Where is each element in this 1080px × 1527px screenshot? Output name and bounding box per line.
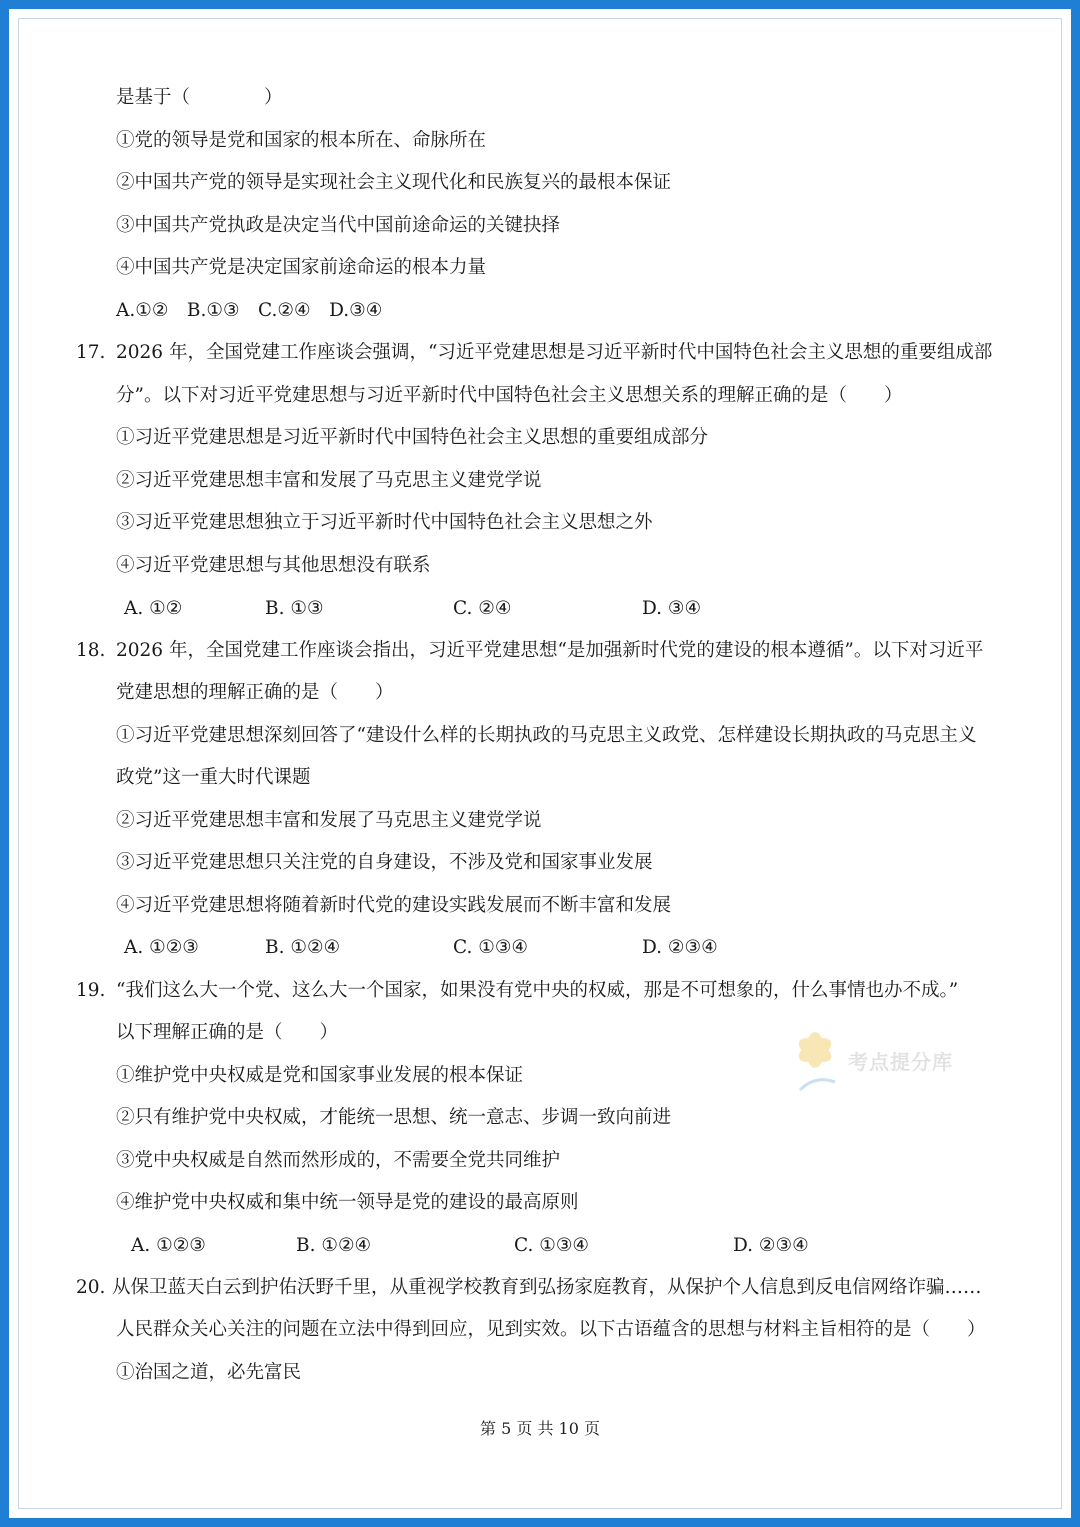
q18-option-b: B. ①②④ [265, 937, 341, 958]
page-footer: 第 5 页 共 10 页 [480, 1419, 600, 1438]
q18-item-4: ④习近平党建思想将随着新时代党的建设实践发展而不断丰富和发展 [116, 895, 672, 916]
q19-number: 19. [76, 980, 106, 1001]
q16-stem-tail: 是基于（ ） [116, 87, 283, 108]
q20-stem-line-1: 从保卫蓝天白云到护佑沃野千里，从重视学校教育到弘扬家庭教育，从保护个人信息到反电信网络诈骗…… [112, 1277, 982, 1298]
q17-item-4: ④习近平党建思想与其他思想没有联系 [116, 555, 431, 576]
q19-item-4: ④维护党中央权威和集中统一领导是党的建设的最高原则 [116, 1192, 579, 1213]
q17-option-c: C. ②④ [453, 598, 512, 619]
q18-stem-line-2: 党建思想的理解正确的是（ ） [116, 682, 394, 703]
q17-option-a: A. ①② [124, 598, 183, 619]
q19-item-3: ③党中央权威是自然而然形成的，不需要全党共同维护 [116, 1150, 561, 1171]
q18-item-1-cont: 政党”这一重大时代课题 [116, 767, 311, 788]
q19-option-b: B. ①②④ [296, 1235, 372, 1256]
q19-stem-line-1: “我们这么大一个党、这么大一个国家，如果没有党中央的权威，那是不可想象的，什么事情也办不成。” [116, 980, 959, 1001]
q20-stem-line-2: 人民群众关心关注的问题在立法中得到回应，见到实效。以下古语蕴含的思想与材料主旨相符的是（ ） [116, 1319, 986, 1340]
watermark-text: 考点提分库 [848, 1050, 953, 1074]
q18-option-a: A. ①②③ [124, 937, 199, 958]
q19-item-1: ①维护党中央权威是党和国家事业发展的根本保证 [116, 1065, 524, 1086]
q19-item-2: ②只有维护党中央权威，才能统一思想、统一意志、步调一致向前进 [116, 1107, 672, 1128]
q18-number: 18. [76, 640, 106, 661]
q18-item-1: ①习近平党建思想深刻回答了“建设什么样的长期执政的马克思主义政党、怎样建设长期执政的马克思主义 [116, 725, 977, 746]
q18-item-3: ③习近平党建思想只关注党的自身建设，不涉及党和国家事业发展 [116, 852, 653, 873]
q17-stem-line-2: 分”。以下对习近平党建思想与习近平新时代中国特色社会主义思想关系的理解正确的是（ ） [116, 385, 903, 406]
q20-number: 20. [76, 1277, 106, 1298]
q20-item-1: ①治国之道，必先富民 [116, 1362, 302, 1383]
q16-item-2: ②中国共产党的领导是实现社会主义现代化和民族复兴的最根本保证 [116, 172, 672, 193]
q17-number: 17. [76, 342, 106, 363]
flower-icon [780, 1020, 850, 1100]
watermark-logo [780, 1020, 990, 1100]
q17-item-1: ①习近平党建思想是习近平新时代中国特色社会主义思想的重要组成部分 [116, 427, 709, 448]
q19-option-d: D. ②③④ [733, 1235, 809, 1256]
q18-stem-line-1: 2026 年，全国党建工作座谈会指出，习近平党建思想“是加强新时代党的建设的根本遵循”。以下对习近平 [116, 640, 984, 661]
q16-item-3: ③中国共产党执政是决定当代中国前途命运的关键抉择 [116, 215, 561, 236]
q19-option-a: A. ①②③ [131, 1235, 206, 1256]
q18-option-c: C. ①③④ [453, 937, 529, 958]
q17-stem-line-1: 2026 年，全国党建工作座谈会强调，“习近平党建思想是习近平新时代中国特色社会主义思想的重要组成部 [116, 342, 993, 363]
q17-option-d: D. ③④ [642, 598, 702, 619]
q19-option-c: C. ①③④ [514, 1235, 590, 1256]
q16-item-1: ①党的领导是党和国家的根本所在、命脉所在 [116, 130, 487, 151]
q17-item-2: ②习近平党建思想丰富和发展了马克思主义建党学说 [116, 470, 542, 491]
q17-option-b: B. ①③ [265, 598, 324, 619]
q19-stem-line-2: 以下理解正确的是（ ） [116, 1022, 339, 1043]
q18-item-2: ②习近平党建思想丰富和发展了马克思主义建党学说 [116, 810, 542, 831]
q18-option-d: D. ②③④ [642, 937, 718, 958]
q16-options: A.①② B.①③ C.②④ D.③④ [116, 300, 383, 321]
q16-item-4: ④中国共产党是决定国家前途命运的根本力量 [116, 257, 487, 278]
q17-item-3: ③习近平党建思想独立于习近平新时代中国特色社会主义思想之外 [116, 512, 653, 533]
